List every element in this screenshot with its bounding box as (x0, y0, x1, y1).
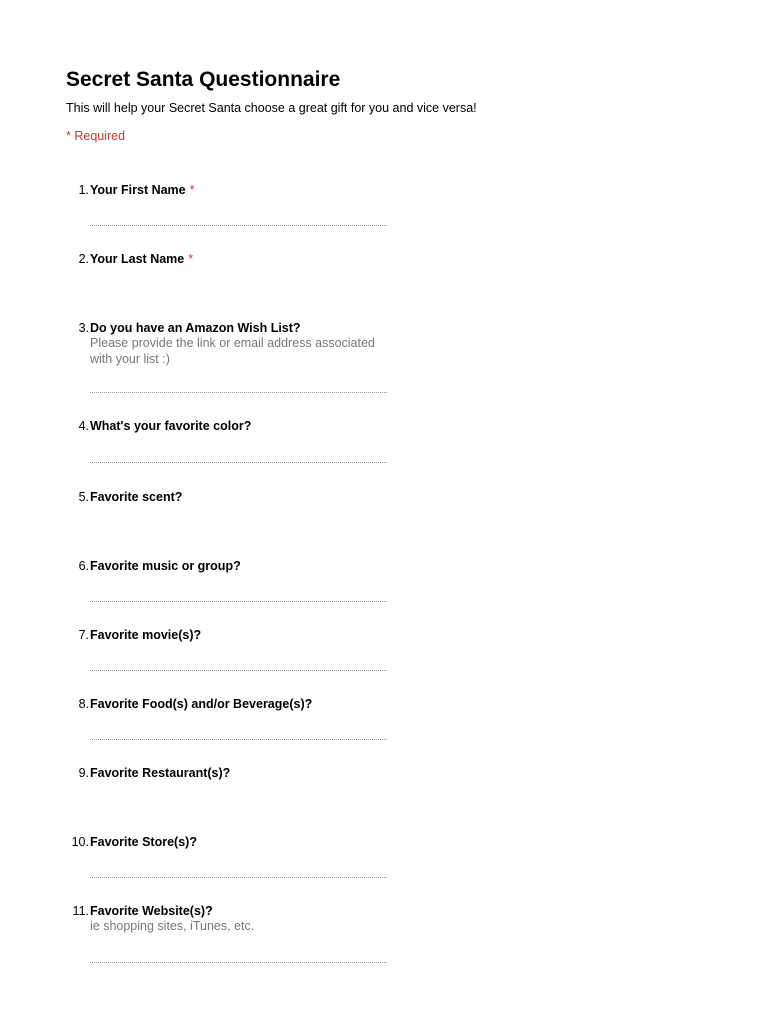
question-number: 5. (78, 490, 89, 504)
question-number: 9. (78, 766, 89, 780)
question-amazon-wish-list (60, 320, 400, 367)
question-number: 7. (78, 628, 89, 642)
question-favorite-music (60, 558, 400, 574)
question-favorite-restaurants (60, 765, 400, 781)
question-number: 10. (71, 835, 89, 849)
question-label: Your Last Name * (90, 252, 194, 266)
question-favorite-color (60, 418, 400, 434)
question-label: Favorite Restaurant(s)? (90, 766, 231, 780)
required-note: * Required (66, 129, 126, 143)
question-favorite-movies (60, 627, 400, 643)
question-label: What's your favorite color? (90, 419, 252, 433)
question-label: Favorite music or group? (90, 559, 241, 573)
question-number: 8. (78, 697, 89, 711)
form-description: This will help your Secret Santa choose a great gift for you and vice versa! (66, 101, 477, 115)
question-label: Favorite Food(s) and/or Beverage(s)? (90, 697, 313, 711)
question-help-text: Please provide the link or email address associated with your list :) (90, 336, 375, 366)
question-number: 11. (72, 904, 89, 918)
required-asterisk: * (188, 252, 194, 266)
question-label: Favorite movie(s)? (90, 628, 202, 642)
question-favorite-stores (60, 834, 400, 850)
question-number: 3. (78, 321, 89, 335)
favorite-food-input[interactable] (90, 739, 387, 740)
question-number: 6. (78, 559, 89, 573)
question-first-name (60, 182, 400, 198)
question-favorite-food (60, 696, 400, 712)
question-number: 2. (78, 252, 89, 266)
favorite-color-input[interactable] (90, 462, 387, 463)
question-label: Favorite Website(s)? (90, 904, 213, 918)
question-label: Favorite scent? (90, 490, 183, 504)
favorite-websites-input[interactable] (90, 962, 387, 963)
question-favorite-websites (60, 903, 400, 935)
required-asterisk: * (189, 183, 195, 197)
form-title: Secret Santa Questionnaire (66, 68, 341, 91)
question-label: Do you have an Amazon Wish List? (90, 321, 301, 335)
question-help-text: ie shopping sites, iTunes, etc. (90, 919, 255, 933)
favorite-stores-input[interactable] (90, 877, 387, 878)
question-number: 1. (78, 183, 89, 197)
favorite-music-input[interactable] (90, 601, 387, 602)
first-name-input[interactable] (90, 225, 387, 226)
question-label: Favorite Store(s)? (90, 835, 197, 849)
amazon-wish-list-input[interactable] (90, 392, 387, 393)
favorite-movies-input[interactable] (90, 670, 387, 671)
question-label: Your First Name * (90, 183, 195, 197)
question-last-name (60, 251, 400, 267)
question-number: 4. (78, 419, 89, 433)
question-favorite-scent (60, 489, 400, 505)
